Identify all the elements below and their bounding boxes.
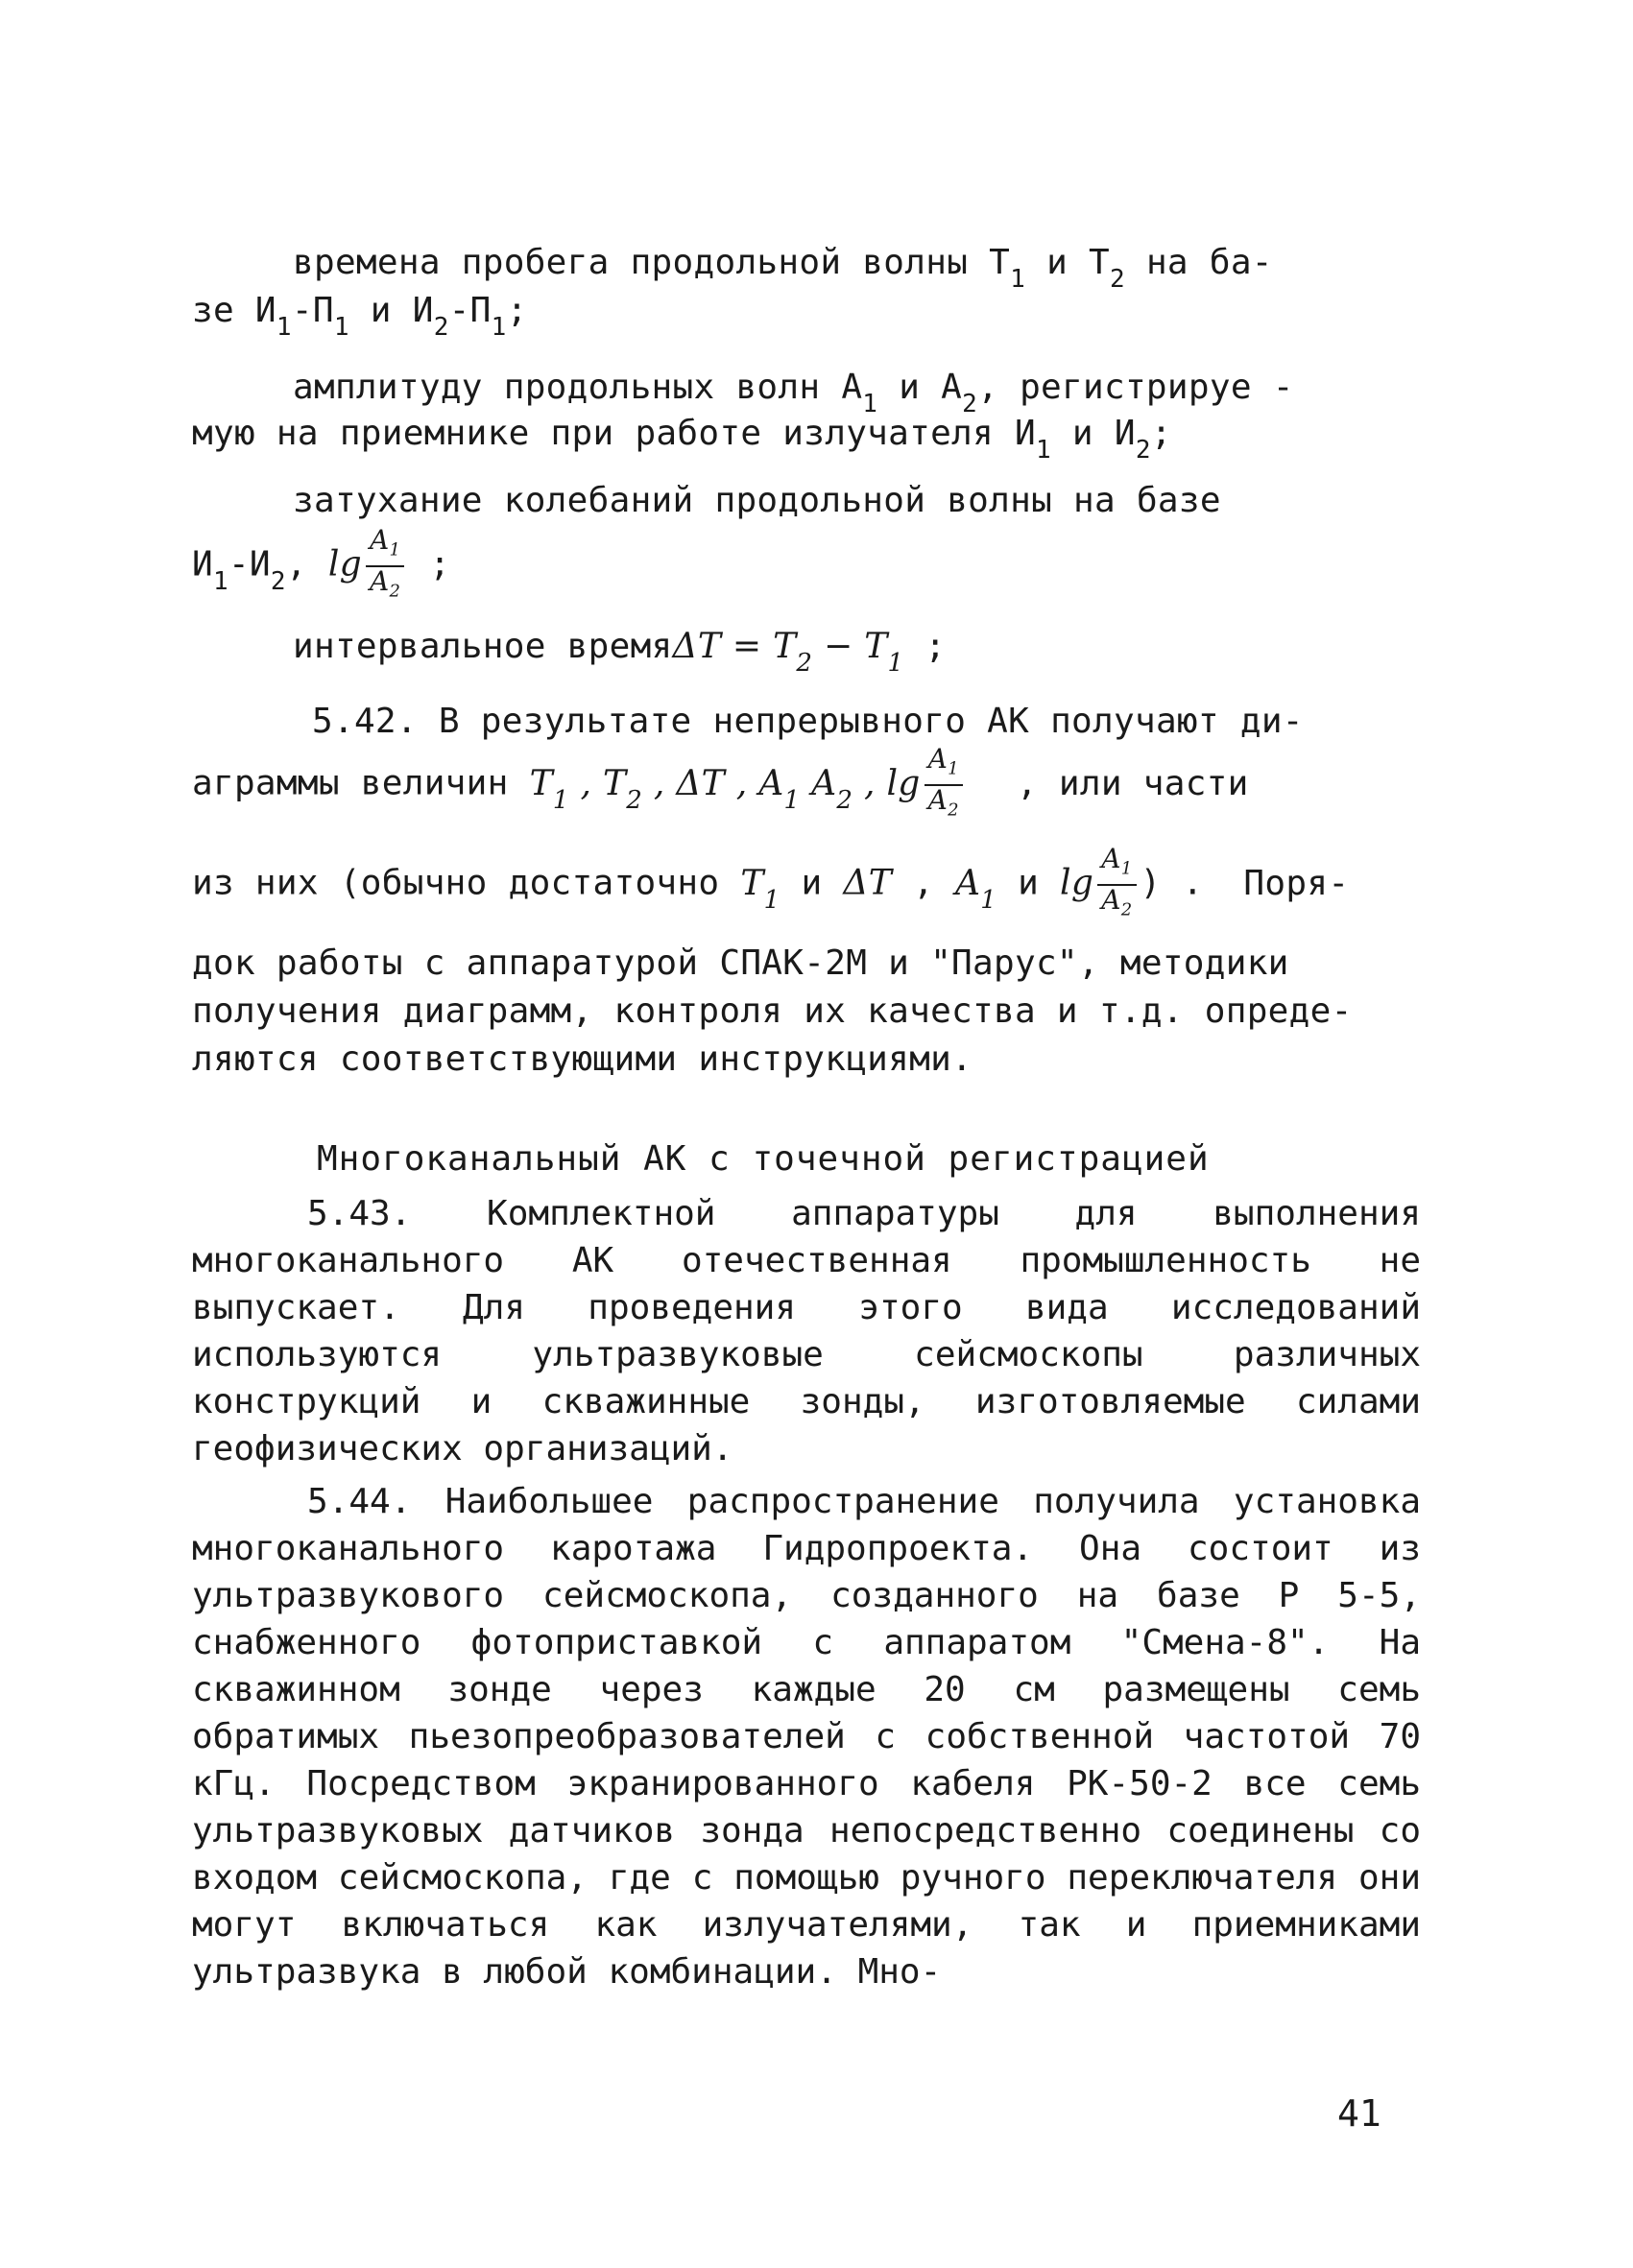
text: и И [1050, 414, 1136, 453]
formula-line: аграммы величин $T_1$ , $T_2$ , ΔT , $A_1$ $A_2$ , lg $\frac{A_1}{A_2}$ , или части [192, 743, 1249, 821]
subscript: 1 [1010, 265, 1026, 294]
paragraph-text: 5.43. Комплектной аппаратуры для выполнения многоканального АК отечественная промышленность не выпускает. Для проведения этого вида исследований используются ультразвуковые сейсмоскопы различных конструкций и скважинные зонды, изготовляемые силами геофизических организаций. [192, 1194, 1421, 1468]
text-line [293, 240, 1273, 294]
paragraph-5-43 [192, 1190, 1421, 1472]
page-number: 41 [1337, 2092, 1381, 2135]
text: ; [506, 291, 528, 330]
text: и T [1025, 243, 1110, 282]
text: из них (обычно достаточно [192, 863, 720, 903]
paragraph-5-44 [192, 1478, 1421, 1995]
text: амплитуду продольных волн A [293, 368, 863, 407]
text: И [192, 544, 213, 585]
text-line [192, 1037, 973, 1083]
formula-line: $И_1-И_2$, lg $\frac{A_1}{A_2}$ ; [192, 526, 450, 606]
text-line: амплитуду продольных волн $A_1$ и $A_2$, регистрируе - [293, 368, 1294, 418]
subscript: 2 [1110, 265, 1125, 294]
text: интервальное время [293, 627, 673, 666]
text-line [192, 941, 1289, 987]
text: получения диаграмм, контроля их качества и т.д. опреде- [192, 991, 1353, 1031]
text: Поря- [1243, 863, 1350, 903]
text: 5.42. В результате непрерывного АК получают ди- [312, 702, 1304, 741]
text: мую на приемнике при работе излучателя И [192, 414, 1036, 453]
text: , или части [1016, 763, 1249, 803]
formula-line: интервальное времяΔT = $T_2 - T_1$ ; [293, 627, 947, 678]
section-heading: Многоканальный АК с точечной регистрацией [317, 1139, 1210, 1179]
text: затухание колебаний продольной волны на базе [293, 481, 1221, 520]
text-line: зе $И_1-П_1$ и $И_2-П_1$; [192, 291, 528, 342]
text: ляются соответствующими инструкциями. [192, 1039, 973, 1079]
text: на ба- [1124, 243, 1273, 282]
text: и A [877, 368, 963, 407]
text-line: мую на приемнике при работе излучателя $И_1$ и $И_2$; [192, 414, 1172, 465]
text: аграммы величин [192, 763, 509, 803]
text-line [293, 478, 1221, 524]
formula-line: из них (обычно достаточно $T_1$ и ΔT , $A_1$ и lg $\frac{A_1}{A_2}$ ) . Поря- [192, 843, 1350, 920]
text: зе И [192, 291, 276, 330]
text: , регистрируе - [977, 368, 1294, 407]
text-line [312, 699, 1304, 745]
text: времена пробега продольной волны T [293, 243, 1011, 282]
fraction: $\frac{A_1}{A_2}$ [366, 526, 404, 606]
paragraph-text: 5.44. Наибольшее распространение получила установка многоканального каротажа Гидропроекта. Она состоит из ультразвукового сейсмоскопа, созданного на базе P 5-5, снабженного фотоприставкой с аппаратом "Смена-8". На скважинном зонде через каждые 20 см размещены семь обратимых пьезопреобразователей с собственной частотой 70 кГц. Посредством экранированного кабеля PK-50-2 все семь ультразвуковых датчиков зонда непосредственно соединены со входом сейсмоскопа, где с помощью ручного переключателя они могут включаться как излучателями, так и приемниками ультразвука в любой комбинации. Мно- [192, 1482, 1421, 1992]
text: док работы с аппаратурой СПАК-2М и "Парус", методики [192, 943, 1289, 983]
text-line [192, 989, 1353, 1035]
